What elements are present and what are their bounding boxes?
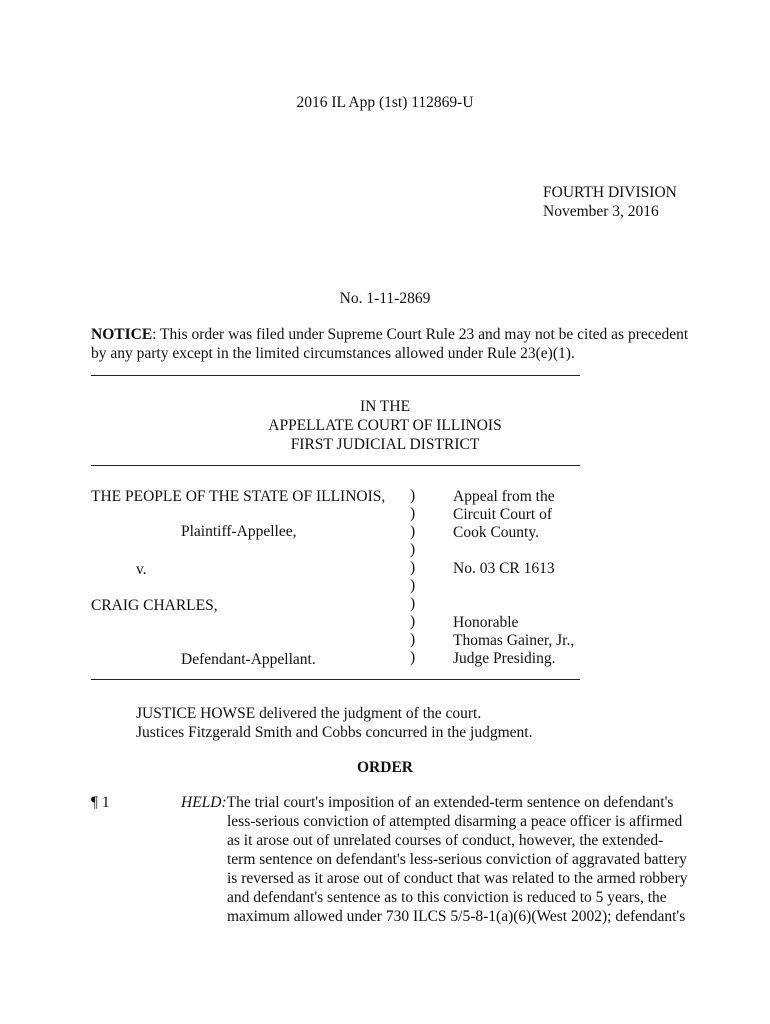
caption-divider: ) <box>410 487 416 504</box>
appeal-from-line-2: Circuit Court of <box>453 506 553 523</box>
division-label: FOURTH DIVISION <box>543 184 677 201</box>
judgment-line-1: JUSTICE HOWSE delivered the judgment of the court. <box>136 705 482 722</box>
held-line-1 <box>181 793 673 812</box>
held-paragraph <box>227 812 688 926</box>
notice-label: NOTICE <box>91 326 153 343</box>
judgment-line-2: Justices Fitzgerald Smith and Cobbs concurred in the judgment. <box>136 724 533 741</box>
caption-divider: ) <box>410 595 416 612</box>
judge-name: Thomas Gainer, Jr., <box>453 632 575 649</box>
divider-rule <box>91 375 580 376</box>
held-text-line: term sentence on defendant's less-serious conviction of aggravated battery <box>227 851 687 868</box>
defendant-role: Defendant-Appellant. <box>181 651 316 668</box>
judge-line-1: Honorable <box>453 614 519 631</box>
paragraph-marker: ¶ 1 <box>91 794 110 811</box>
held-text-line: is reversed as it arose out of conduct that was related to the armed robbery <box>227 870 688 887</box>
held-label: HELD: <box>181 794 227 811</box>
judge-line-3: Judge Presiding. <box>453 650 556 667</box>
docket-number: No. 1-11-2869 <box>339 290 431 307</box>
caption-divider: ) <box>410 649 416 666</box>
plaintiff-role: Plaintiff-Appellee, <box>181 523 297 540</box>
filing-date: November 3, 2016 <box>543 203 659 220</box>
court-name: APPELLATE COURT OF ILLINOIS <box>268 417 502 434</box>
notice-line-1 <box>91 325 688 344</box>
caption-divider: ) <box>410 631 416 648</box>
caption-divider: ) <box>410 577 416 594</box>
held-text-line: and defendant's sentence as to this conviction is reduced to 5 years, the <box>227 889 667 906</box>
held-text-line: as it arose out of unrelated courses of conduct, however, the extended- <box>227 832 664 849</box>
court-district: FIRST JUDICIAL DISTRICT <box>290 436 480 453</box>
caption-divider: ) <box>410 523 416 540</box>
order-heading: ORDER <box>357 759 413 776</box>
appeal-from-line-3: Cook County. <box>453 524 539 541</box>
caption-divider: ) <box>410 505 416 522</box>
versus: v. <box>136 561 147 578</box>
notice-line-2: by any party except in the limited circumstances allowed under Rule 23(e)(1). <box>91 345 575 362</box>
appeal-from-line-1: Appeal from the <box>453 488 555 505</box>
circuit-case-number: No. 03 CR 1613 <box>453 560 555 577</box>
caption-divider: ) <box>410 613 416 630</box>
court-line-1: IN THE <box>359 398 411 415</box>
divider-rule <box>91 465 580 466</box>
caption-divider: ) <box>410 541 416 558</box>
notice-text: : This order was filed under Supreme Court Rule 23 and may not be cited as precedent <box>152 326 689 343</box>
defendant-name: CRAIG CHARLES, <box>91 597 218 614</box>
divider-rule <box>91 679 580 680</box>
held-text-line: less-serious conviction of attempted disarming a peace officer is affirmed <box>227 813 683 830</box>
held-text-line: maximum allowed under 730 ILCS 5/5-8-1(a)(6)(West 2002); defendant's <box>227 908 686 925</box>
caption-divider-column <box>410 487 415 667</box>
case-citation: 2016 IL App (1st) 112869-U <box>296 94 474 111</box>
held-first-line: The trial court's imposition of an extended-term sentence on defendant's <box>226 794 674 811</box>
plaintiff-name: THE PEOPLE OF THE STATE OF ILLINOIS, <box>91 488 386 505</box>
caption-divider: ) <box>410 559 416 576</box>
